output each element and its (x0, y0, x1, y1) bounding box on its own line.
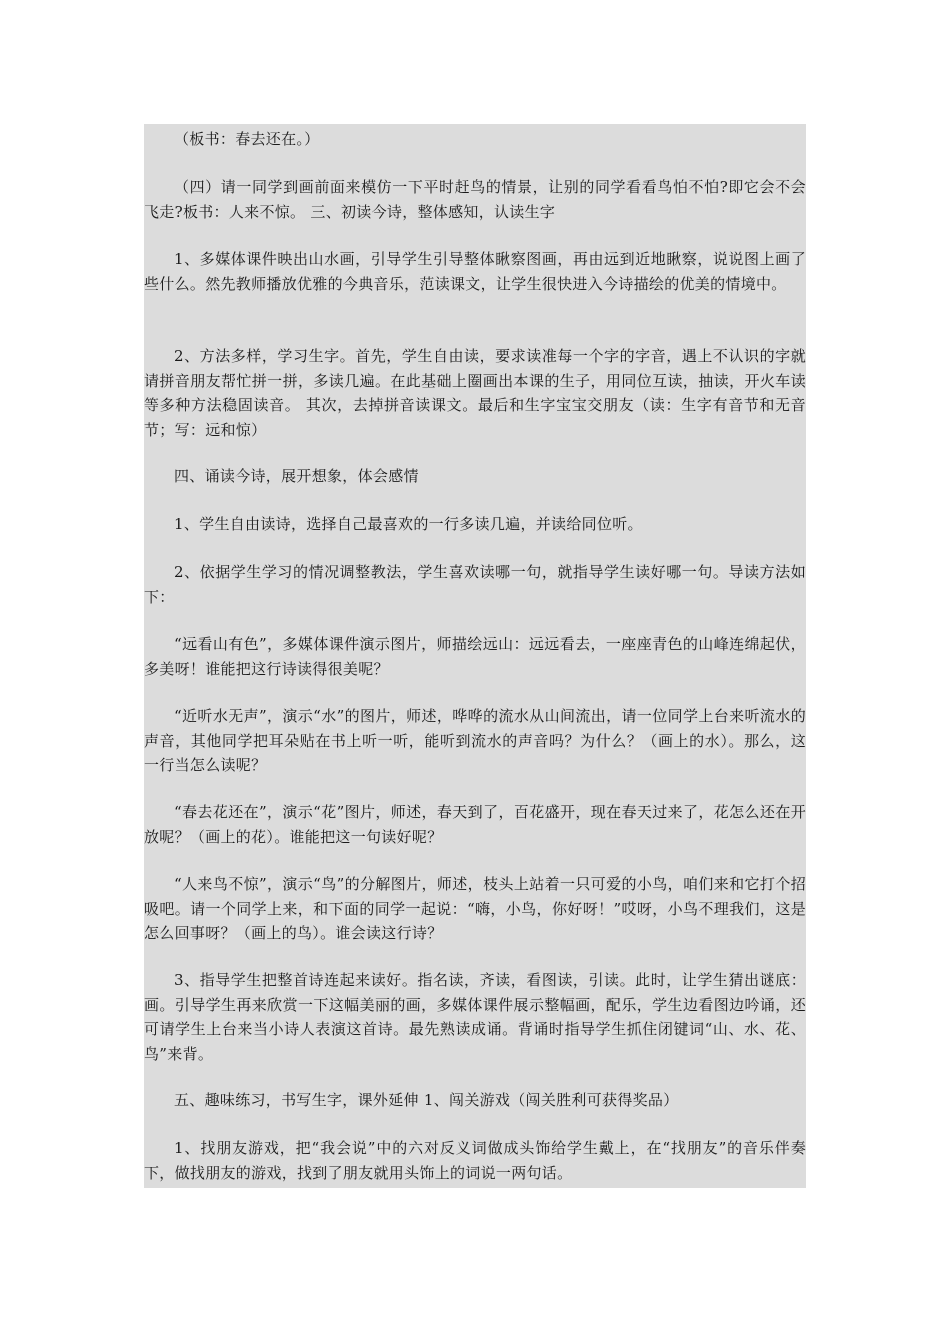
document-body (144, 124, 806, 1188)
paragraph-6: 1、学生自由读诗，选择自己最喜欢的一行多读几遍，并读给同位听。 (174, 515, 643, 533)
paragraph-10: “春去花还在”，演示“花”图片，师述，春天到了，百花盛开，现在春天过来了，花怎么还在开放呢？（画上的花）。谁能把这一句读好呢？ (144, 803, 806, 846)
paragraph-7: 2、依据学生学习的情况调整教法，学生喜欢读哪一句，就指导学生读好哪一句。导读方法如下： (144, 563, 806, 606)
paragraph-13: 五、趣味练习，书写生字，课外延伸 1、闯关游戏（闯关胜利可获得奖品） (174, 1091, 679, 1109)
paragraph-2: （四）请一同学到画前面来模仿一下平时赶鸟的情景，让别的同学看看鸟怕不怕?即它会不会飞走?板书：人来不惊。 三、初读今诗，整体感知，认读生字 (144, 178, 806, 221)
paragraph-14: 1、找朋友游戏，把“我会说”中的六对反义词做成头饰给学生戴上，在“找朋友”的音乐伴奏下，做找朋友的游戏，找到了朋友就用头饰上的词说一两句话。 (144, 1139, 806, 1182)
paragraph-1: （板书：春去还在。） (174, 130, 320, 148)
paragraph-3: 1、多媒体课件映出山水画，引导学生引导整体瞅察图画，再由远到近地瞅察，说说图上画了些什么。然先教师播放优雅的今典音乐，范读课文，让学生很快进入今诗描绘的优美的情境中。 (144, 250, 806, 293)
paragraph-4: 2、方法多样，学习生字。首先，学生自由读，要求读准每一个字的字音，遇上不认识的字就请拼音朋友帮忙拼一拼，多读几遍。在此基础上圈画出本课的生子，用同位互读，抽读，开火车读等多种方法稳固读音。 其次，去掉拼音读课文。最后和生字宝宝交朋友（读：生字有音节和无音节；写：远和惊） (144, 347, 806, 439)
paragraph-8: “远看山有色”，多媒体课件演示图片，师描绘远山：远远看去，一座座青色的山峰连绵起伏，多美呀！谁能把这行诗读得很美呢？ (144, 635, 806, 678)
paragraph-9: “近听水无声”，演示“水”的图片，师述，哗哗的流水从山间流出，请一位同学上台来听流水的声音，其他同学把耳朵贴在书上听一听，能听到流水的声音吗？为什么？（画上的水）。那么，这一行当怎么读呢？ (144, 707, 806, 774)
paragraph-11: “人来鸟不惊”，演示“鸟”的分解图片，师述，枝头上站着一只可爱的小鸟，咱们来和它打个招吸吧。请一个同学上来，和下面的同学一起说：“嗨，小鸟，你好呀！”哎呀，小鸟不理我们，这是怎么回事呀？（画上的鸟）。谁会读这行诗？ (144, 875, 806, 942)
paragraph-5: 四、诵读今诗，展开想象，体会感情 (174, 467, 419, 485)
paragraph-12: 3、指导学生把整首诗连起来读好。指名读，齐读，看图读，引读。此时，让学生猜出谜底：画。引导学生再来欣赏一下这幅美丽的画，多媒体课件展示整幅画，配乐，学生边看图边吟诵，还可请学生上台来当小诗人表演这首诗。最先熟读成诵。背诵时指导学生抓住闭键词“山、水、花、鸟”来背。 (144, 971, 806, 1063)
